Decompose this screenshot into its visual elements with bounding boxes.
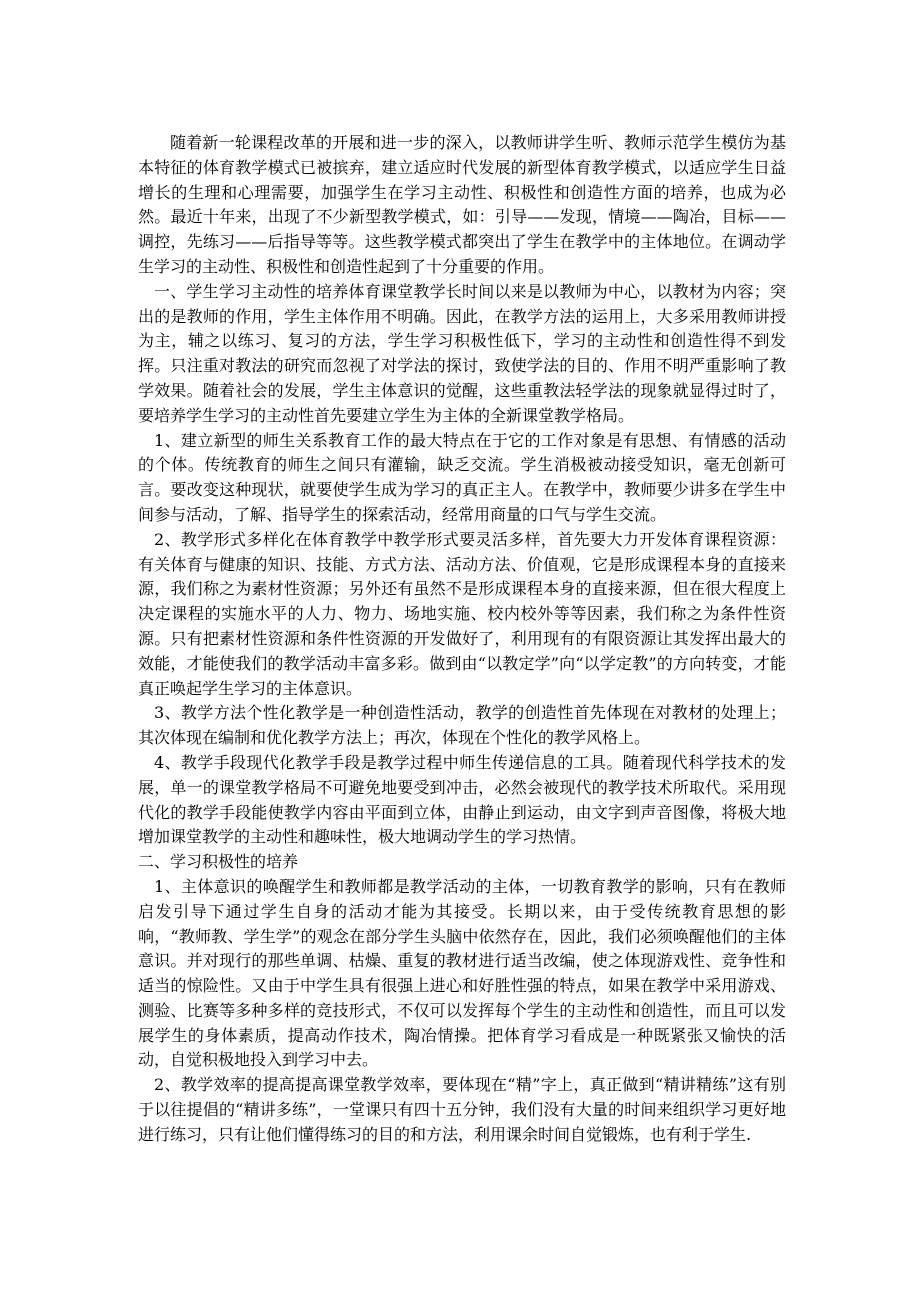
- item-1-paragraph: 1、建立新型的师生关系教育工作的最大特点在于它的工作对象是有思想、有情感的活动的个体。传统教育的师生之间只有灌输，缺乏交流。学生消极被动接受知识，毫无创新可言。要改变这种现状，就要使学生成为学习的真正主人。在教学中，教师要少讲多在学生中间参与活动，了解、指导学生的探索活动，经常用商量的口气与学生交流。: [138, 430, 786, 524]
- document-body: [138, 131, 786, 1148]
- item-3-paragraph: 3、教学方法个性化教学是一种创造性活动，教学的创造性首先体现在对教材的处理上；其次体现在编制和优化教学方法上；再次，体现在个性化的教学风格上。: [138, 703, 786, 748]
- section-two-item-2-paragraph: 2、教学效率的提高提高课堂教学效率，要体现在“精”字上，真正做到“精讲精练”这有别于以往提倡的“精讲多练”，一堂课只有四十五分钟，我们没有大量的时间来组织学习更好地进行练习，只有让他们懂得练习的目的和方法，利用课余时间自觉锻炼，也有利于学生.: [138, 1075, 786, 1144]
- item-2-paragraph: 2、教学形式多样化在体育教学中教学形式要灵活多样，首先要大力开发体育课程资源：有关体育与健康的知识、技能、方式方法、活动方法、价值观，它是形成课程本身的直接来源，我们称之为素材性资源；另外还有虽然不是形成课程本身的直接来源，但在很大程度上决定课程的实施水平的人力、物力、场地实施、校内校外等等因素，我们称之为条件性资源。只有把素材性资源和条件性资源的开发做好了，利用现有的有限资源让其发挥出最大的效能，才能使我们的教学活动丰富多彩。做到由“以教定学”向“以学定教”的方向转变，才能真正唤起学生学习的主体意识。: [138, 529, 786, 698]
- section-one-paragraph: 一、学生学习主动性的培养体育课堂教学长时间以来是以教师为中心，以教材为内容；突出的是教师的作用，学生主体作用不明确。因此，在教学方法的运用上，大多采用教师讲授为主，辅之以练习、复习的方法，学生学习积极性低下，学习的主动性和创造性得不到发挥。只注重对教法的研究而忽视了对学法的探讨，致使学法的目的、作用不明严重影响了教学效果。随着社会的发展，学生主体意识的觉醒，这些重教法轻学法的现象就显得过时了，要培养学生学习的主动性首先要建立学生为主体的全新课堂教学格局。: [138, 281, 786, 425]
- section-two-heading: 二、学习积极性的培养: [138, 852, 299, 872]
- section-two-item-1-paragraph: 1、主体意识的唤醒学生和教师都是教学活动的主体，一切教育教学的影响，只有在教师启发引导下通过学生自身的活动才能为其接受。长期以来，由于受传统教育思想的影响，“教师教、学生学”的观念在部分学生头脑中依然存在，因此，我们必须唤醒他们的主体意识。并对现行的那些单调、枯燥、重复的教材进行适当改编，使之体现游戏性、竞争性和适当的惊险性。又由于中学生具有很强上进心和好胜性强的特点，如果在教学中采用游戏、测验、比赛等多种多样的竞技形式，不仅可以发挥每个学生的主动性和创造性，而且可以发展学生的身体素质，提高动作技术，陶冶情操。把体育学习看成是一种既紧张又愉快的活动，自觉积极地投入到学习中去。: [138, 876, 786, 1070]
- item-4-paragraph: 4、教学手段现代化教学手段是教学过程中师生传递信息的工具。随着现代科学技术的发展，单一的课堂教学格局不可避免地要受到冲击，必然会被现代的教学技术所取代。采用现代化的教学手段能使教学内容由平面到立体，由静止到运动，由文字到声音图像，将极大地增加课堂教学的主动性和趣味性，极大地调动学生的学习热情。: [138, 752, 786, 847]
- intro-paragraph: 随着新一轮课程改革的开展和进一步的深入，以教师讲学生听、教师示范学生模仿为基本特征的体育教学模式已被摈弃，建立适应时代发展的新型体育教学模式，以适应学生日益增长的生理和心理需要，加强学生在学习主动性、积极性和创造性方面的培养，也成为必然。最近十年来，出现了不少新型教学模式，如：引导——发现，情境——陶冶，目标——调控，先练习——后指导等等。这些教学模式都突出了学生在教学中的主体地位。在调动学生学习的主动性、积极性和创造性起到了十分重要的作用。: [138, 133, 786, 276]
